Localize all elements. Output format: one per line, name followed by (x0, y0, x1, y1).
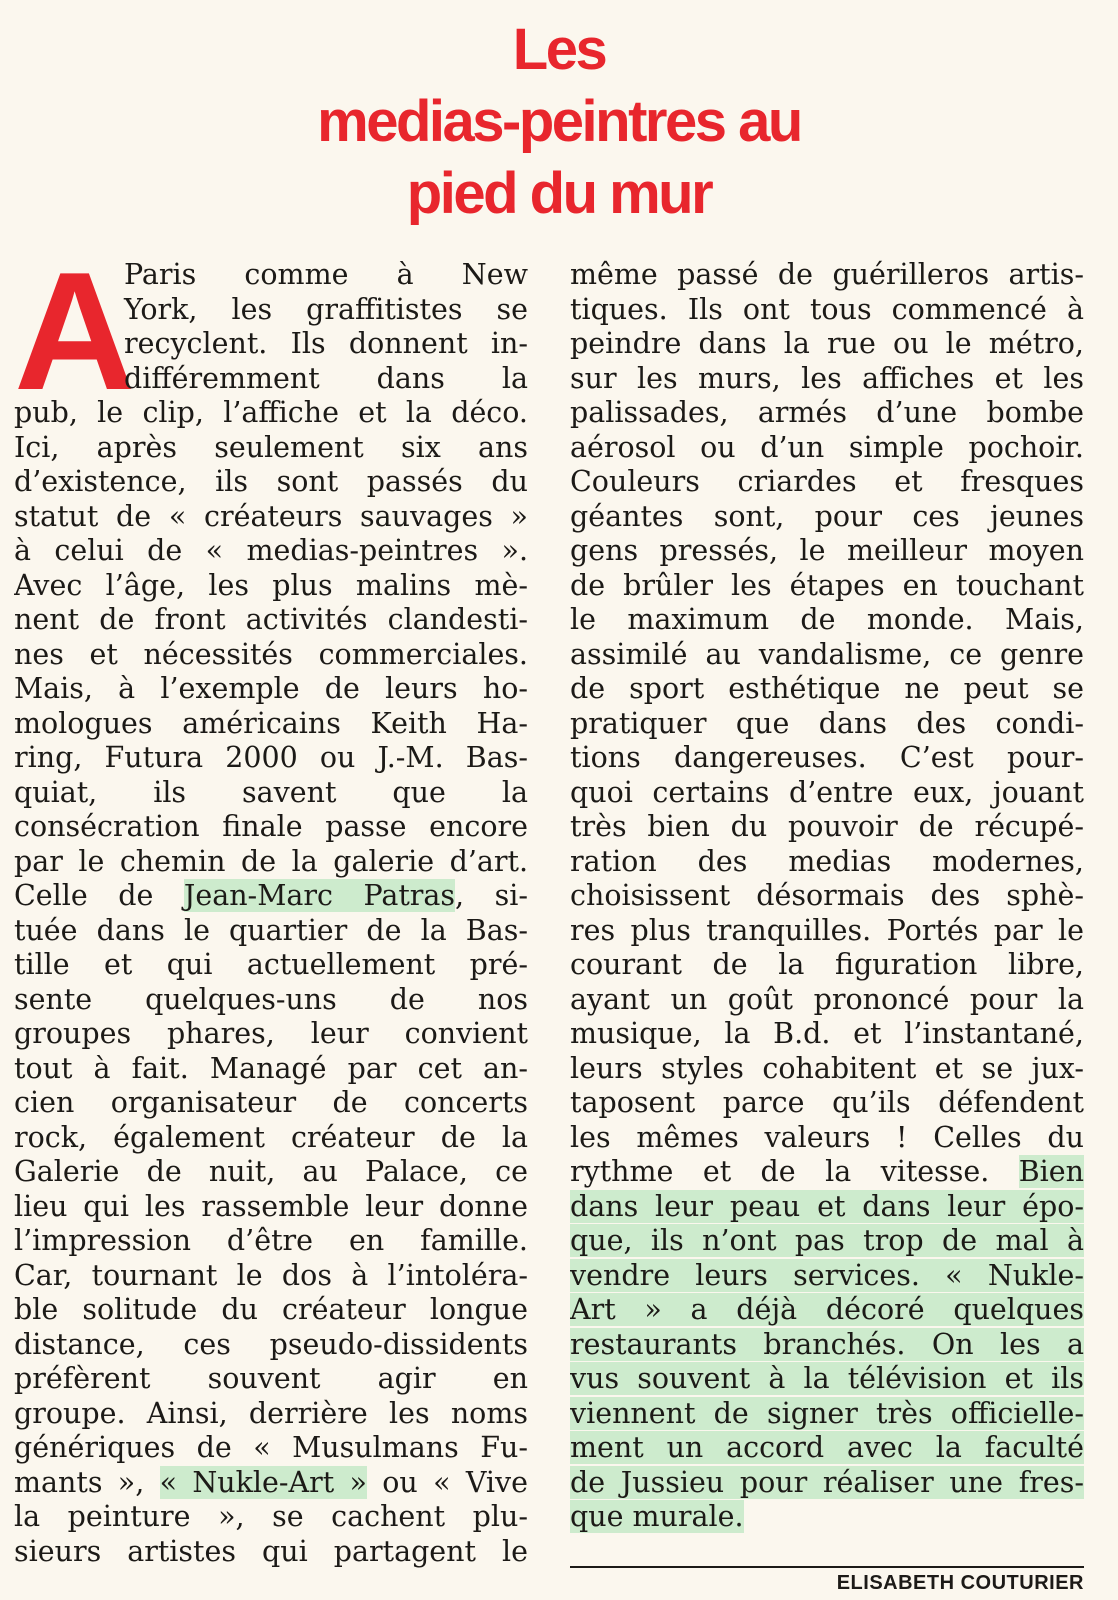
text-line: ring, Futura 2000 ou J.-M. Bas- (14, 741, 528, 774)
drop-cap: A (14, 237, 132, 425)
text-line: distance, ces pseudo-dissidents (14, 1327, 528, 1361)
text-line (570, 1190, 1084, 1225)
highlight-mark: viennent de signer très officielle- (570, 1396, 1084, 1430)
highlight-mark: vus souvent à la télévision et ils (570, 1362, 1084, 1395)
text-line: courant de la figuration libre, (570, 948, 1084, 981)
text-line: tuée dans le quartier de la Bas- (14, 913, 528, 947)
text-line: rythme et de la vitesse. Bien (570, 1155, 1084, 1188)
highlight-mark: que murale. (570, 1500, 744, 1533)
author-byline: ELISABETH COUTURIER (570, 1566, 1084, 1595)
highlight-mark: Art » a déjà décoré quelques (570, 1293, 1084, 1326)
text-line: Paris comme à New (124, 258, 528, 291)
text-line: sieurs artistes qui partagent le (14, 1534, 528, 1568)
highlight-mark: Bien (1018, 1155, 1084, 1188)
text-line: Celle de Jean-Marc Patras, si- (14, 879, 528, 912)
text-line: York, les graffitistes se (124, 292, 528, 326)
text-line: tiques. Ils ont tous commencé à (570, 292, 1084, 326)
right-column (570, 258, 1084, 1535)
text-line: rock, également créateur de la (14, 1120, 528, 1154)
text-line: sur les murs, les affiches et les (570, 361, 1084, 395)
text-line: cien organisateur de concerts (14, 1086, 528, 1119)
highlight-mark: « Nukle-Art » (159, 1465, 367, 1499)
highlight-mark: restaurants branchés. On les a (570, 1327, 1084, 1361)
text-line: par le chemin de la galerie d’art. (14, 844, 528, 878)
text-line: musique, la B.d. et l’instantané, (570, 1017, 1084, 1050)
text-line: ble solitude du créateur longue (14, 1293, 528, 1326)
text-line: res plus tranquilles. Portés par le (570, 913, 1084, 947)
text-line: mologues américains Keith Ha- (14, 706, 528, 740)
title-line: Les (512, 17, 606, 82)
text-line: groupes phares, leur convient (14, 1017, 528, 1050)
text-line: géantes sont, pour ces jeunes (570, 499, 1084, 533)
text-line: ayant un goût prononcé pour la (570, 982, 1084, 1016)
text-line: préfèrent souvent agir en (14, 1362, 528, 1395)
text-line: l’impression d’être en famille. (14, 1224, 528, 1257)
text-line: de sport esthétique ne peut se (570, 672, 1084, 705)
text-line: aérosol ou d’un simple pochoir. (570, 430, 1084, 464)
highlight-mark: vendre leurs services. « Nukle- (570, 1258, 1084, 1292)
text-line: choisissent désormais des sphè- (570, 879, 1084, 912)
text-line: les mêmes valeurs ! Celles du (570, 1120, 1084, 1154)
text-line: même passé de guérilleros artis- (570, 258, 1084, 291)
text-line (570, 1224, 1084, 1259)
text-line: tions dangereuses. C’est pour- (570, 741, 1084, 774)
text-line (570, 1431, 1084, 1466)
text-line: palissades, armés d’une bombe (570, 396, 1084, 429)
text-line: génériques de « Musulmans Fu- (14, 1431, 528, 1464)
text-line: gens pressés, le meilleur moyen (570, 534, 1084, 567)
text-line: tille et qui actuellement pré- (14, 948, 528, 981)
text-line: assimilé au vandalisme, ce genre (570, 637, 1084, 671)
text-line: mants », « Nukle-Art » ou « Vive (14, 1465, 528, 1499)
highlight-mark: de Jussieu pour réaliser une fres- (570, 1465, 1084, 1499)
highlight-mark: dans leur peau et dans leur épo- (570, 1189, 1084, 1223)
text-line (570, 1293, 1084, 1328)
text-line: Avec l’âge, les plus malins mè- (14, 568, 528, 602)
text-line: quiat, ils savent que la (14, 775, 528, 809)
article-title (0, 14, 1118, 230)
text-line (570, 1259, 1084, 1294)
text-line: lieu qui les rassemble leur donne (14, 1189, 528, 1223)
title-line: medias-peintres au (317, 89, 801, 154)
text-line: sente quelques-uns de nos (14, 982, 528, 1016)
left-column (14, 237, 528, 1569)
text-line: Couleurs criardes et fresques (570, 465, 1084, 498)
text-line: peindre dans la rue ou le métro, (570, 327, 1084, 360)
text-line: Ici, après seulement six ans (14, 430, 528, 464)
title-line: pied du mur (406, 161, 712, 226)
text-line: pub, le clip, l’affiche et la déco. (14, 396, 528, 429)
highlight-mark: Jean-Marc Patras (183, 879, 456, 912)
text-line (570, 1328, 1084, 1363)
text-line: Car, tournant le dos à l’intoléra- (14, 1258, 528, 1292)
text-line: à celui de « medias-peintres ». (14, 534, 528, 567)
text-line: consécration finale passe encore (14, 810, 528, 843)
text-line: la peinture », se cachent plu- (14, 1500, 528, 1533)
text-line: tout à fait. Managé par cet an- (14, 1051, 528, 1085)
text-line (570, 1466, 1084, 1501)
text-line: quoi certains d’entre eux, jouant (570, 775, 1084, 809)
highlight-mark: ment un accord avec la faculté (570, 1431, 1084, 1464)
text-line: groupe. Ainsi, derrière les noms (14, 1396, 528, 1430)
text-line: leurs styles cohabitent et se jux- (570, 1051, 1084, 1085)
text-line: nes et nécessités commerciales. (14, 637, 528, 671)
text-line: ration des medias modernes, (570, 844, 1084, 878)
text-line: d’existence, ils sont passés du (14, 465, 528, 498)
text-line: le maximum de monde. Mais, (570, 603, 1084, 636)
text-line: nent de front activités clandesti- (14, 603, 528, 636)
text-line: différemment dans la (124, 361, 528, 395)
text-line: pratiquer que dans des condi- (570, 706, 1084, 740)
text-line: Mais, à l’exemple de leurs ho- (14, 672, 528, 705)
text-line: recyclent. Ils donnent in- (124, 327, 528, 360)
text-line (570, 1397, 1084, 1432)
highlight-mark: que, ils n’ont pas trop de mal à (570, 1224, 1084, 1257)
text-line: de brûler les étapes en touchant (570, 568, 1084, 602)
text-line: Galerie de nuit, au Palace, ce (14, 1155, 528, 1188)
text-line (570, 1362, 1084, 1397)
text-line: très bien du pouvoir de récupé- (570, 810, 1084, 843)
text-line (570, 1500, 1084, 1535)
text-line: taposent parce qu’ils défendent (570, 1086, 1084, 1119)
text-line: statut de « créateurs sauvages » (14, 499, 528, 533)
